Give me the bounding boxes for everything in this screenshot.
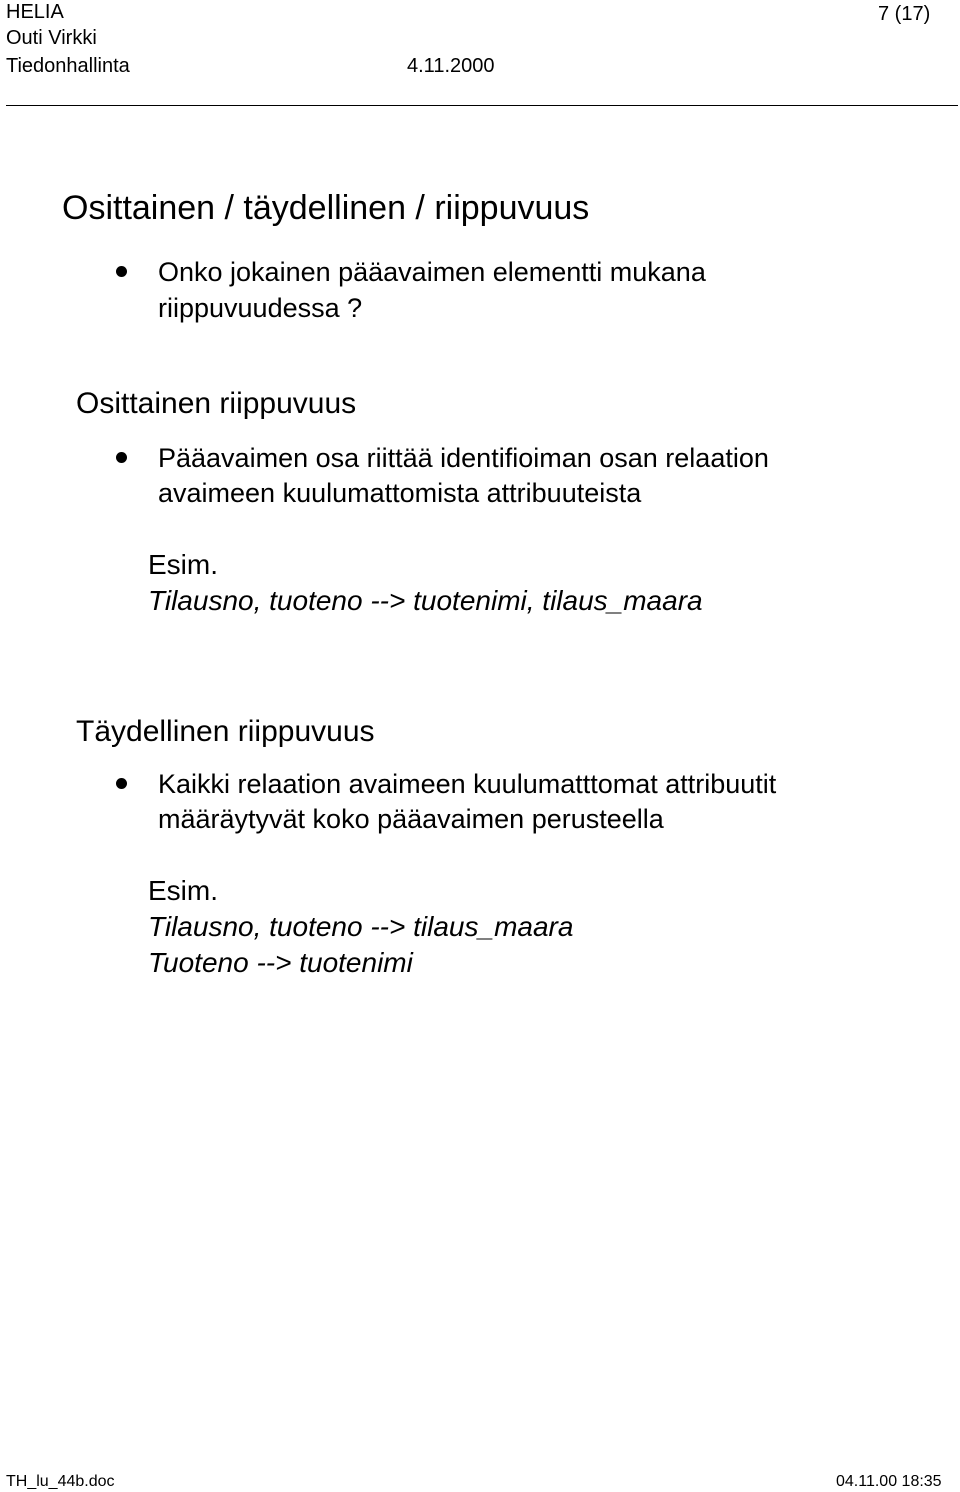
header-course: Tiedonhallinta — [6, 55, 130, 77]
header-org: HELIA — [6, 1, 64, 23]
bullet-icon — [116, 266, 127, 277]
page-title: Osittainen / täydellinen / riippuvuus — [62, 189, 590, 227]
footer-timestamp: 04.11.00 18:35 — [836, 1473, 942, 1490]
header-page-number: 7 (17) — [878, 3, 931, 25]
bullet-icon — [116, 452, 127, 463]
full-bullet-line-2: määräytyvät koko pääavaimen perusteella — [158, 804, 664, 834]
intro-bullet-line-2: riippuvuudessa ? — [158, 293, 363, 323]
partial-bullet-line-2: avaimeen kuulumattomista attribuuteista — [158, 478, 642, 508]
header-date: 4.11.2000 — [407, 55, 495, 77]
intro-bullet-line-1: Onko jokainen pääavaimen elementti mukana — [158, 257, 706, 287]
full-bullet-line-1: Kaikki relaation avaimeen kuulumatttomat attribuutit — [158, 769, 777, 799]
full-example-line-1: Tilausno, tuoteno --> tilaus_maara — [148, 911, 574, 942]
partial-example-line-1: Tilausno, tuoteno --> tuotenimi, tilaus_maara — [148, 585, 703, 616]
partial-bullet-line-1: Pääavaimen osa riittää identifioiman osan relaation — [158, 443, 769, 473]
header-author: Outi Virkki — [6, 27, 97, 49]
partial-heading: Osittainen riippuvuus — [76, 387, 357, 420]
partial-example-label: Esim. — [148, 549, 218, 580]
full-example-label: Esim. — [148, 875, 218, 906]
full-example-line-2: Tuoteno --> tuotenimi — [148, 947, 413, 978]
bullet-icon — [116, 778, 127, 789]
full-heading: Täydellinen riippuvuus — [76, 715, 375, 748]
footer-filename: TH_lu_44b.doc — [6, 1473, 115, 1490]
header-divider — [6, 105, 958, 106]
